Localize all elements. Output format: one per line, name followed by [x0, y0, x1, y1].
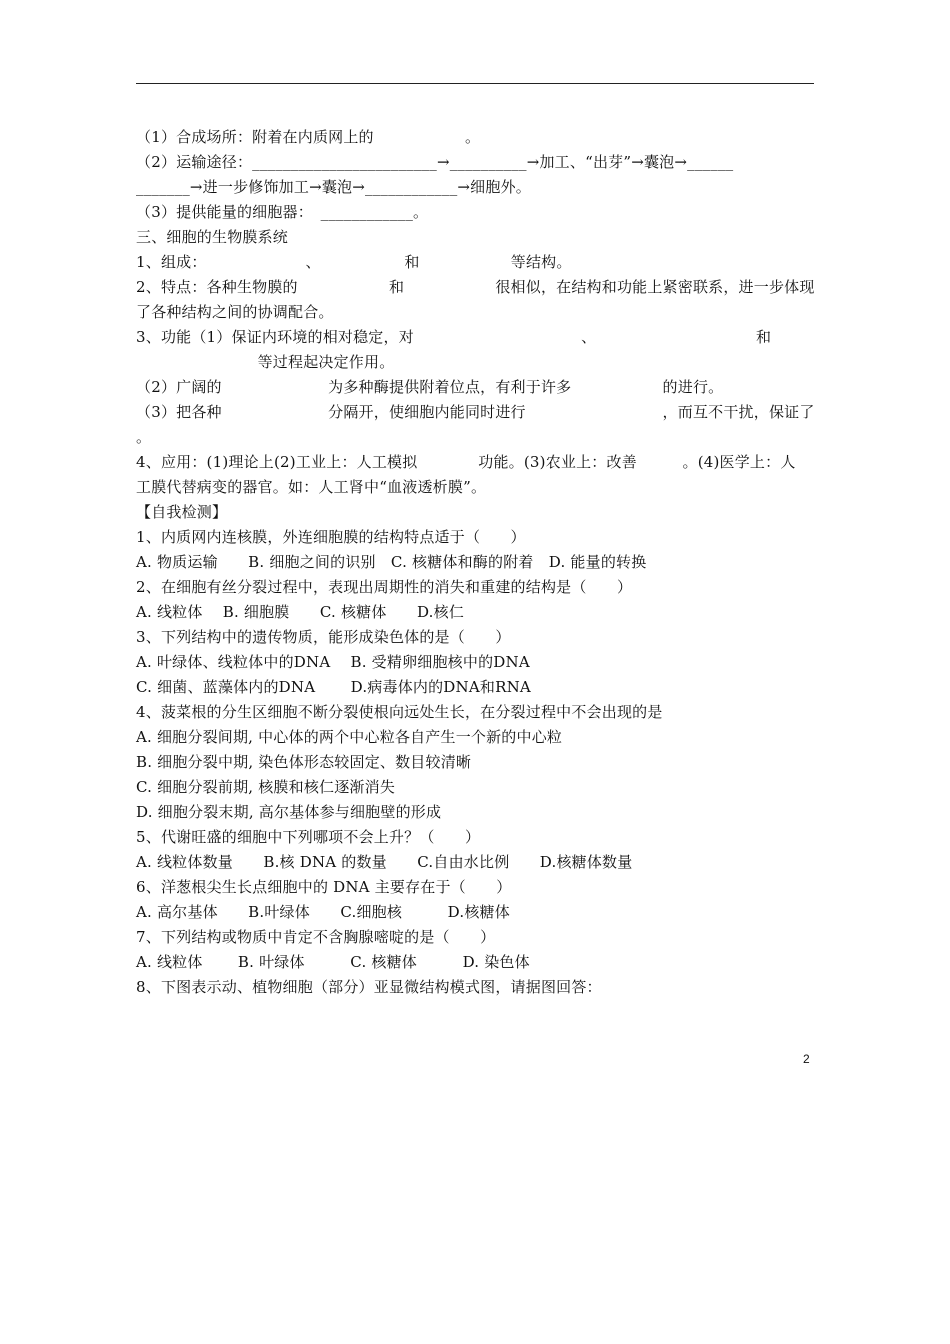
options: A. 线粒体数量 B.核 DNA 的数量 C.自由水比例 D.核糖体数量: [136, 853, 633, 871]
text-line: （3）把各种 分隔开，使细胞内能同时进行 ，而互不干扰，保证了: [136, 403, 815, 421]
option: C. 细胞分裂前期, 核膜和核仁逐渐消失: [136, 778, 396, 796]
text-line: 了各种结构之间的协调配合。: [136, 303, 334, 321]
options: A. 线粒体 B. 细胞膜 C. 核糖体 D.核仁: [136, 603, 465, 621]
options: A. 叶绿体、线粒体中的DNA B. 受精卵细胞核中的DNA: [136, 653, 530, 671]
option: B. 细胞分裂中期, 染色体形态较固定、数目较清晰: [136, 753, 472, 771]
text-line: 4、应用：(1)理论上(2)工业上：人工模拟 功能。(3)农业上：改善 。(4)医学上：人: [136, 453, 796, 471]
options: A. 线粒体 B. 叶绿体 C. 核糖体 D. 染色体: [136, 953, 530, 971]
text-line: _______→进一步修饰加工→囊泡→____________→细胞外。: [136, 178, 531, 196]
question: 3、下列结构中的遗传物质，能形成染色体的是（ ）: [136, 628, 511, 646]
page-number: 2: [803, 1052, 810, 1066]
section-heading: 三、细胞的生物膜系统: [136, 228, 289, 246]
text-line: （2）运输途径：________________________→__________→加工、“出芽”→囊泡→______: [136, 153, 734, 171]
text-line: （2）广阔的 为多种酶提供附着位点，有利于许多 的进行。: [136, 378, 724, 396]
question: 5、代谢旺盛的细胞中下列哪项不会上升？（ ）: [136, 828, 481, 846]
options: A. 高尔基体 B.叶绿体 C.细胞核 D.核糖体: [136, 903, 510, 921]
question: 8、下图表示动、植物细胞（部分）亚显微结构模式图，请据图回答：: [136, 978, 602, 996]
text-line: （1）合成场所：附着在内质网上的 。: [136, 128, 481, 146]
option: A. 细胞分裂间期, 中心体的两个中心粒各自产生一个新的中心粒: [136, 728, 563, 746]
text-line: （3）提供能量的细胞器： ____________。: [136, 203, 429, 221]
text-line: 。: [136, 428, 152, 446]
options: A. 物质运输 B. 细胞之间的识别 C. 核糖体和酶的附着 D. 能量的转换: [136, 553, 647, 571]
section-heading: 【自我检测】: [136, 503, 228, 521]
text-line: 3、功能（1）保证内环境的相对稳定，对 、 和: [136, 328, 772, 346]
question: 4、菠菜根的分生区细胞不断分裂使根向远处生长，在分裂过程中不会出现的是: [136, 703, 663, 721]
question: 7、下列结构或物质中肯定不含胸腺嘧啶的是（ ）: [136, 928, 496, 946]
question: 1、内质网内连核膜，外连细胞膜的结构特点适于（ ）: [136, 528, 526, 546]
text-line: 工膜代替病变的器官。如：人工肾中“血液透析膜”。: [136, 478, 487, 496]
text-line: 1、组成： 、 和 等结构。: [136, 253, 572, 271]
question: 2、在细胞有丝分裂过程中，表现出周期性的消失和重建的结构是（ ）: [136, 578, 633, 596]
text-line: 等过程起决定作用。: [136, 353, 395, 371]
option: D. 细胞分裂末期, 高尔基体参与细胞壁的形成: [136, 803, 442, 821]
text-line: 2、特点：各种生物膜的 和 很相似，在结构和功能上紧密联系，进一步体现: [136, 278, 815, 296]
options: C. 细菌、蓝藻体内的DNA D.病毒体内的DNA和RNA: [136, 678, 531, 696]
question: 6、洋葱根尖生长点细胞中的 DNA 主要存在于（ ）: [136, 878, 512, 896]
header-rule: [136, 83, 814, 84]
